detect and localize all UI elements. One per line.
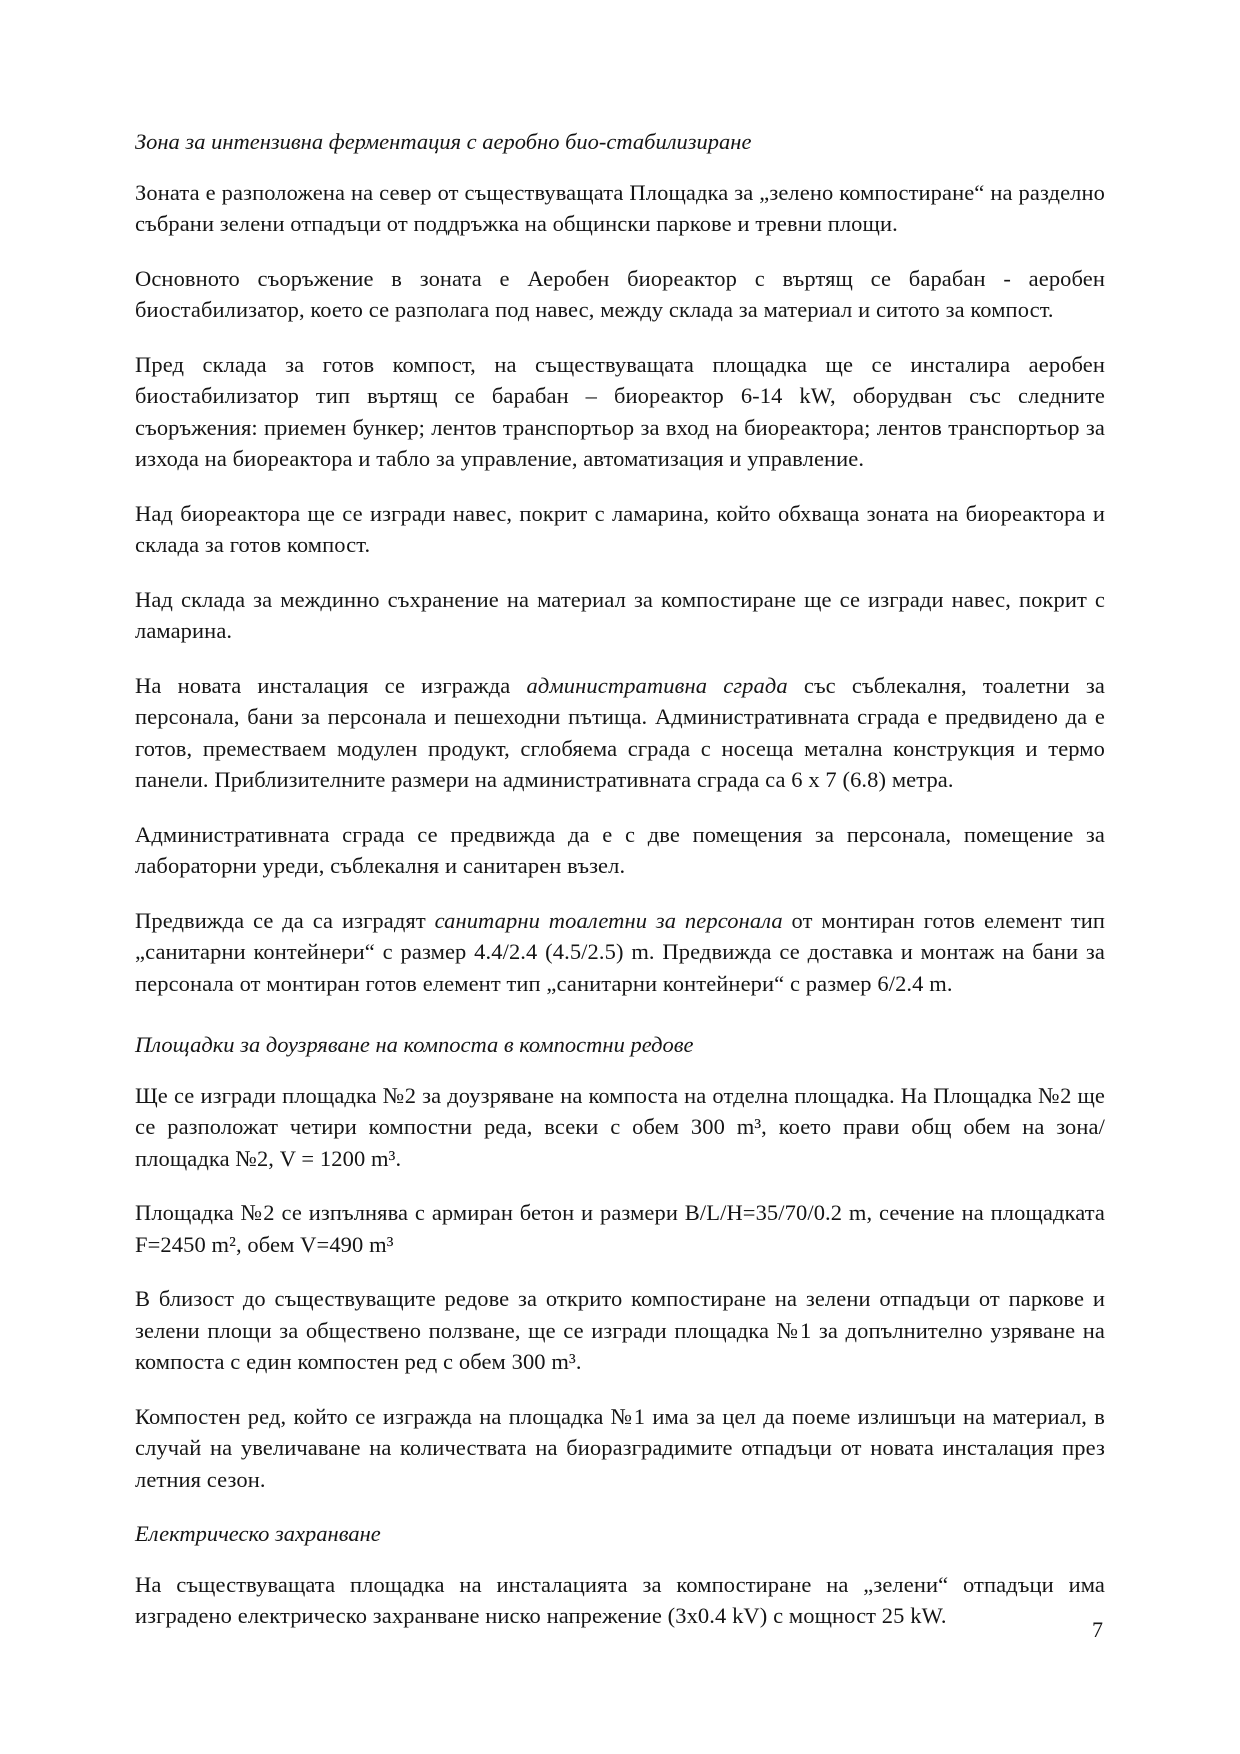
paragraph-sanitary-facilities-italic: санитарни тоалетни за персонала [434, 907, 783, 933]
paragraph-admin-building-after: със съблекалня, тоалетни за персонала, бани за персонала и пешеходни пътища. Административната сграда е предвидено да е готов, преместваем модулен продукт, сглобяема сграда с носеща метална конструкция и термо панели. Приблизителните размери на административната сграда са 6 х 7 (6.8) метра. [135, 672, 1106, 792]
section-heading-electrical-supply: Електрическо захранване [135, 1521, 381, 1546]
paragraph-zone-location: Зоната е разположена на север от съществуващата Площадка за „зелено компостиране“ на разделно събрани зелени отпадъци от поддръжка на общински паркове и тревни площи. [135, 179, 1105, 236]
paragraph-canopy-bioreactor: Над биореактора ще се изгради навес, покрит с ламарина, който обхваща зоната на биореактора и склада за готов компост. [135, 500, 1105, 557]
paragraph-area2-specs: Площадка №2 се изпълнява с армиран бетон и размери B/L/H=35/70/0.2 m, сечение на площадката F=2450 m², обем V=490 m³ [135, 1200, 1105, 1257]
paragraph-admin-building-italic: административна сграда [526, 672, 788, 698]
paragraph-area1-construction: В близост до съществуващите редове за открито компостиране на зелени отпадъци от паркове и зелени площи за обществено ползване, ще се изгради площадка №1 за допълнително узряване на компоста с един компостен ред с обем 300 m³. [135, 1286, 1105, 1374]
paragraph-main-equipment: Основното съоръжение в зоната е Аеробен биореактор с въртящ се барабан - аеробен биостабилизатор, което се разполага под навес, между склада за материал и ситото за компост. [135, 265, 1105, 322]
paragraph-admin-building-rooms: Административната сграда се предвижда да е с две помещения за персонала, помещение за лабораторни уреди, съблекалня и санитарен възел. [135, 821, 1105, 878]
paragraph-area2-construction: Ще се изгради площадка №2 за доузряване на компоста на отделна площадка. На Площадка №2 ще се разположат четири компостни реда, всеки с обем 300 m³, което прави общ обем на зона/площадка №2, V = 1200 m³. [135, 1082, 1105, 1171]
paragraph-admin-building-before: На новата инсталация се изгражда [135, 672, 527, 698]
paragraph-compost-row-purpose: Компостен ред, който се изгражда на площадка №1 има за цел да поеме излишъци на материал, в случай на увеличаване на количествата на биоразградимите отпадъци от новата инсталация през летния сезон. [135, 1403, 1105, 1492]
paragraph-power-supply: На съществуващата площадка на инсталацията за компостиране на „зелени“ отпадъци има изградено електрическо захранване ниско напрежение (3x0.4 kV) с мощност 25 kW. [135, 1571, 1105, 1628]
paragraph-sanitary-facilities [135, 905, 1105, 1000]
page-number: 7 [1092, 1617, 1103, 1642]
paragraph-sanitary-facilities-after: от монтиран готов елемент тип „санитарни контейнери“ с размер 4.4/2.4 (4.5/2.5) m. Предвижда се доставка и монтаж на бани за персонала от монтиран готов елемент тип „санитарни контейнери“ с размер 6/2.4 m. [135, 907, 1105, 996]
paragraph-bioreactor-installation: Пред склада за готов компост, на съществуващата площадка ще се инсталира аеробен биостабилизатор тип въртящ се барабан – биореактор 6-14 kW, оборудван със следните съоръжения: приемен бункер; лентов транспортьор за вход на биореактора; лентов транспортьор за изхода на биореактора и табло за управление, автоматизация и управление. [135, 351, 1105, 471]
section-heading-fermentation-zone: Зона за интензивна ферментация с аеробно био-стабилизиране [135, 129, 752, 154]
section-heading-compost-maturation-areas: Площадки за доузряване на компоста в компостни редове [135, 1032, 694, 1057]
paragraph-canopy-storage: Над склада за междинно съхранение на материал за компостиране ще се изгради навес, покрит с ламарина. [135, 586, 1105, 643]
paragraph-sanitary-facilities-before: Предвижда се да са изградят [135, 907, 435, 933]
paragraph-admin-building [135, 670, 1105, 796]
